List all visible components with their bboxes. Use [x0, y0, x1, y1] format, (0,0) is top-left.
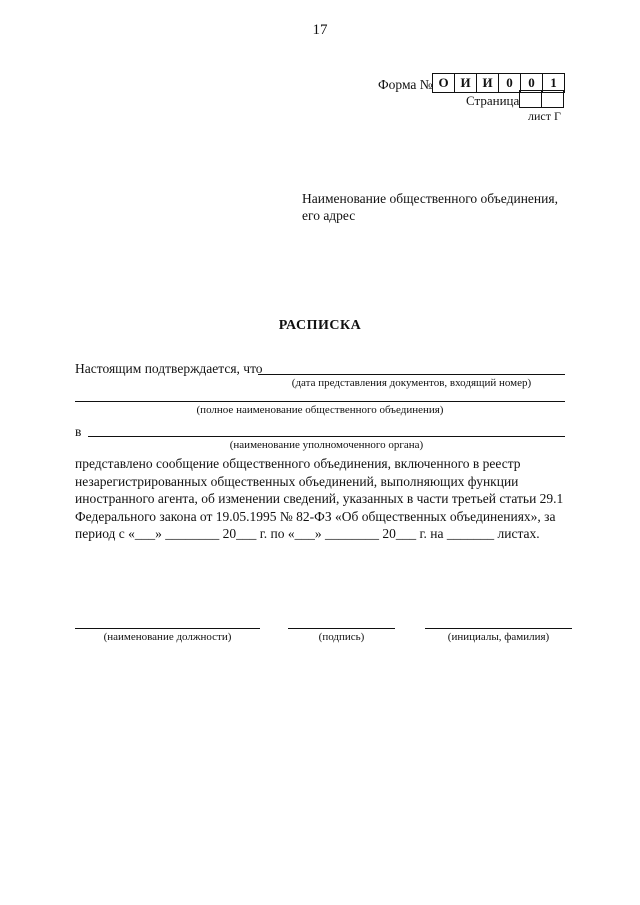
page-number: 17 [312, 22, 328, 38]
position-line [75, 628, 260, 629]
page-number-cells [520, 90, 564, 108]
body-paragraph [75, 455, 565, 543]
date-fill-line [258, 374, 565, 375]
form-code-cell: О [432, 73, 455, 93]
association-caption: (полное наименование общественного объединения) [196, 404, 444, 416]
form-code-cell: 0 [498, 73, 521, 93]
association-address-block [302, 190, 572, 224]
prep-v: в [75, 424, 82, 439]
association-address-line: его адрес [302, 208, 356, 223]
form-code-cell: И [454, 73, 477, 93]
initials-line [425, 628, 572, 629]
authority-caption: (наименование уполномоченного органа) [229, 439, 424, 451]
body-line: незарегистрированных общественных объединений, выполняющих функции [75, 473, 519, 489]
body-line: период с «___» ________ 20___ г. по «___» ________ 20___ г. на _______ листах. [75, 526, 540, 541]
page-number-cell [541, 90, 564, 108]
signature-line [288, 628, 395, 629]
position-caption: (наименование должности) [103, 631, 232, 643]
signature-caption: (подпись) [318, 631, 365, 643]
form-number-label: Форма № [378, 77, 433, 92]
initials-caption: (инициалы, фамилия) [447, 631, 550, 643]
association-fill-line [75, 401, 565, 402]
form-code-cell: 0 [520, 73, 543, 93]
date-caption: (дата представления документов, входящий номер) [291, 377, 532, 389]
body-line: иностранного агента, об изменении сведений, указанных в части третьей статьи 29.1 [75, 491, 564, 506]
confirm-text: Настоящим подтверждается, что [75, 361, 263, 376]
body-line: Федерального закона от 19.05.1995 № 82-ФЗ «Об общественных объединениях», за [75, 508, 556, 524]
authority-fill-line [88, 436, 565, 437]
body-line: представлено сообщение общественного объединения, включенного в реестр [75, 456, 521, 471]
form-code-cell: И [476, 73, 499, 93]
page-number-cell [519, 90, 542, 108]
document-title: РАСПИСКА [278, 318, 362, 333]
page-label: Страница [466, 93, 520, 108]
association-name-line: Наименование общественного объединения, [302, 191, 558, 206]
form-code-cell: 1 [542, 73, 565, 93]
sheet-label: лист Г [528, 109, 561, 123]
